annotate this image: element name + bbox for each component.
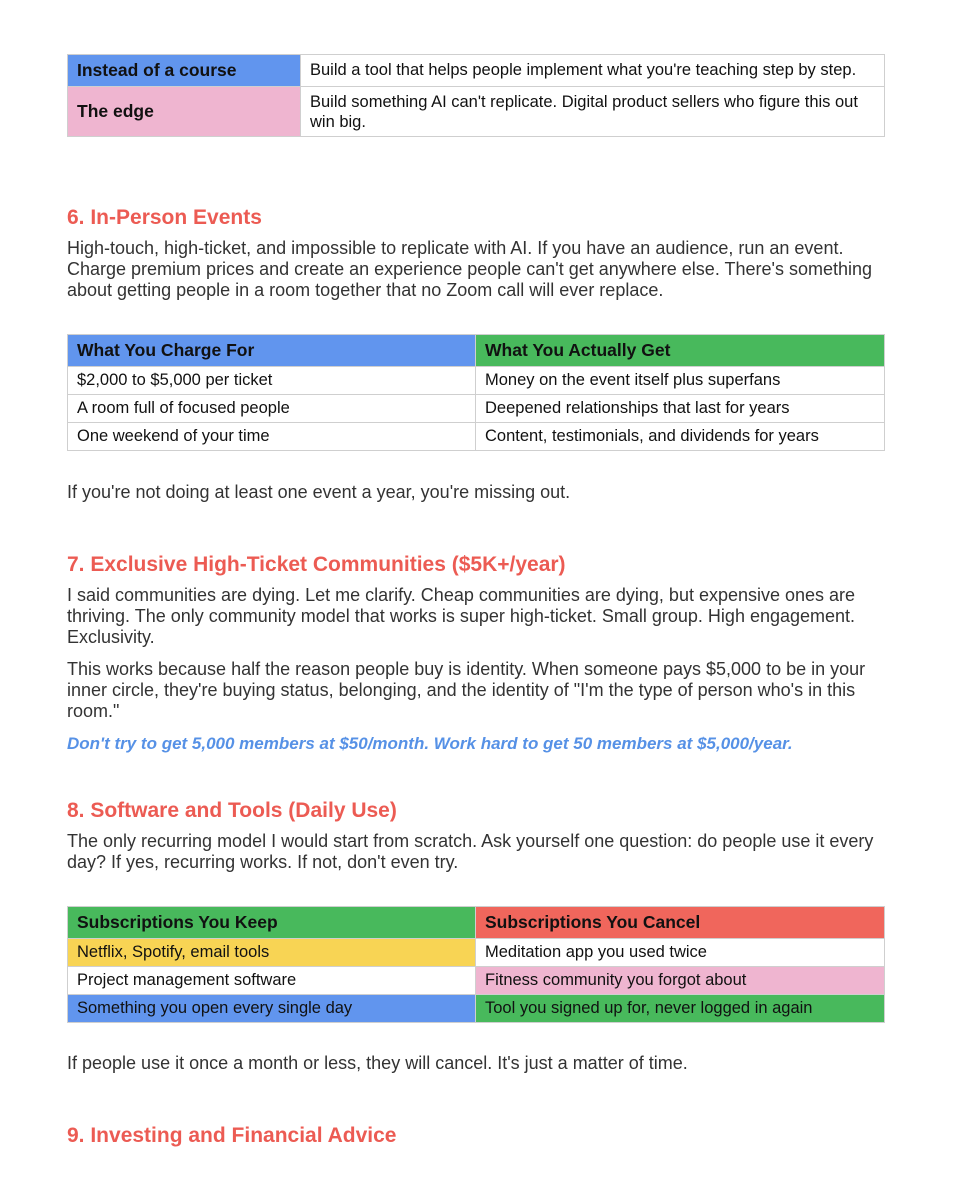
table-cell: One weekend of your time [68, 423, 476, 451]
column-header: What You Actually Get [476, 335, 885, 367]
row-text: Build something AI can't replicate. Digital product sellers who figure this out win big. [301, 87, 885, 137]
table-row [68, 87, 885, 137]
table-row [68, 939, 885, 967]
subscriptions-table [67, 906, 885, 1023]
section-heading: 9. Investing and Financial Advice [67, 1124, 397, 1147]
row-text: Build a tool that helps people implement what you're teaching step by step. [301, 55, 885, 87]
row-label: The edge [68, 87, 301, 137]
section-closing-text: If you're not doing at least one event a year, you're missing out. [67, 482, 571, 502]
table-cell: Fitness community you forgot about [476, 967, 885, 995]
section-paragraph: This works because half the reason people buy is identity. When someone pays $5,000 to be in your inner circle, they're buying status, belonging, and the identity of "I'm the type of person who's in this room." [67, 659, 866, 721]
table-cell: Deepened relationships that last for years [476, 395, 885, 423]
section-closing-text: If people use it once a month or less, they will cancel. It's just a matter of time. [67, 1053, 688, 1073]
table-cell: Tool you signed up for, never logged in again [476, 995, 885, 1023]
table-cell: Money on the event itself plus superfans [476, 367, 885, 395]
table-row [68, 423, 885, 451]
table-cell: Netflix, Spotify, email tools [68, 939, 476, 967]
table-header-row [68, 335, 885, 367]
table-row [68, 995, 885, 1023]
table-header-row [68, 907, 885, 939]
section-heading: 7. Exclusive High-Ticket Communities ($5K+/year) [67, 553, 566, 576]
table-cell: A room full of focused people [68, 395, 476, 423]
section-heading: 6. In-Person Events [67, 206, 262, 229]
column-header: What You Charge For [68, 335, 476, 367]
table-row [68, 395, 885, 423]
row-label: Instead of a course [68, 55, 301, 87]
section-paragraph: I said communities are dying. Let me clarify. Cheap communities are dying, but expensive ones are thriving. The only community model that works is super high-ticket. Small group. High engagement. Exclusivity. [67, 585, 856, 647]
column-header: Subscriptions You Keep [68, 907, 476, 939]
callout-text: Don't try to get 5,000 members at $50/month. Work hard to get 50 members at $5,000/year. [67, 734, 793, 753]
section-heading: 8. Software and Tools (Daily Use) [67, 799, 397, 822]
table-row [68, 367, 885, 395]
table-cell: Project management software [68, 967, 476, 995]
section-paragraph: High-touch, high-ticket, and impossible to replicate with AI. If you have an audience, run an event. Charge premium prices and create an experience people can't get anywhere else. There's something about getting people in a room together that no Zoom call will ever replace. [67, 238, 872, 300]
table-cell: Content, testimonials, and dividends for years [476, 423, 885, 451]
section-paragraph: The only recurring model I would start from scratch. Ask yourself one question: do people use it every day? If yes, recurring works. If not, don't even try. [67, 831, 874, 872]
table-cell: Something you open every single day [68, 995, 476, 1023]
table-cell: $2,000 to $5,000 per ticket [68, 367, 476, 395]
course-alternative-table [67, 54, 885, 137]
column-header: Subscriptions You Cancel [476, 907, 885, 939]
table-row [68, 967, 885, 995]
events-table [67, 334, 885, 451]
table-row [68, 55, 885, 87]
table-cell: Meditation app you used twice [476, 939, 885, 967]
